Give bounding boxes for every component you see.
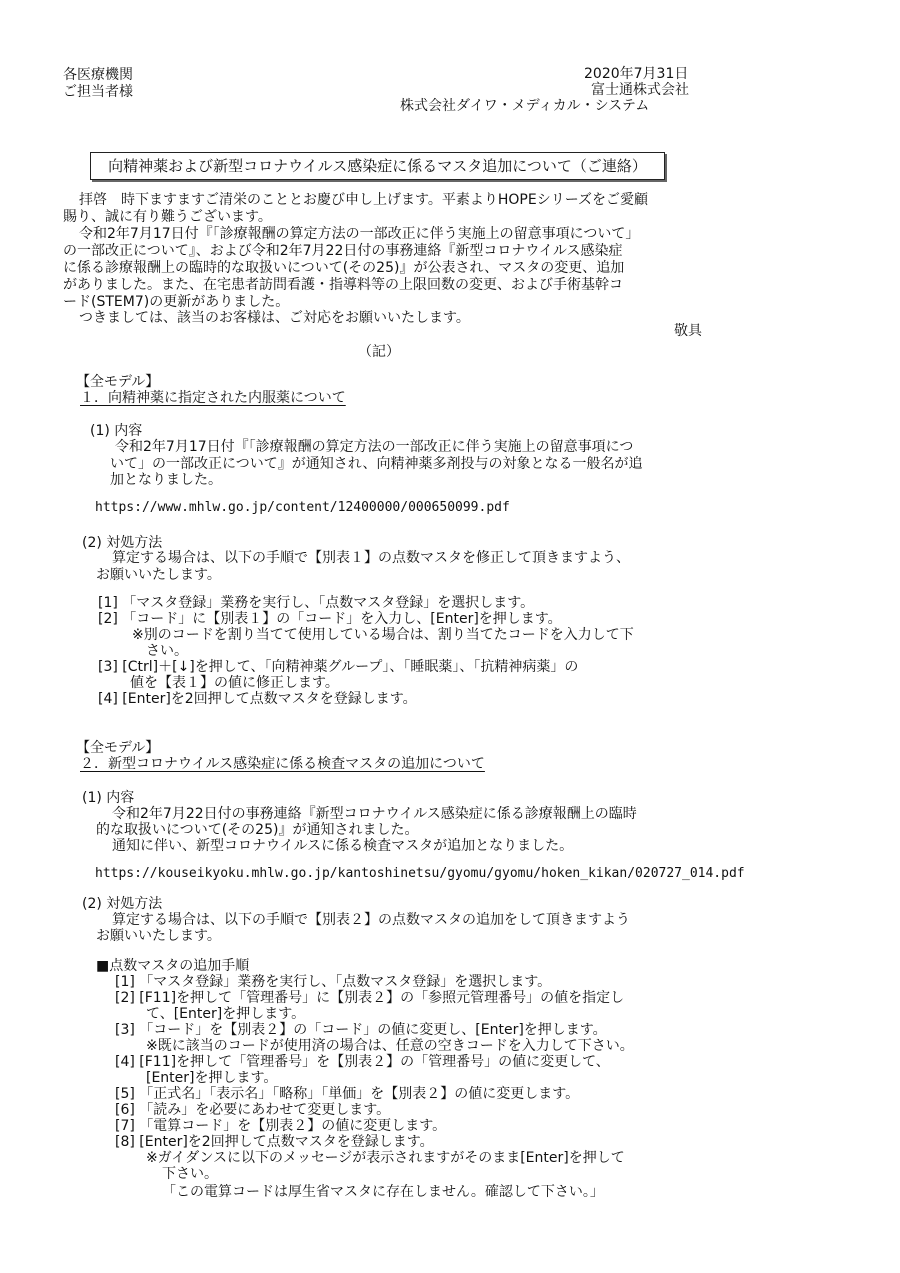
section1-method-line: 算定する場合は、以下の手順で【別表１】の点数マスタを修正して頂きますよう、 (112, 550, 630, 566)
section2-content-line: 的な取扱いについて(その25)』が通知されました。 (96, 822, 419, 838)
section1-reference-url: https://www.mhlw.go.jp/content/12400000/000650099.pdf (95, 500, 510, 515)
section2-step-note: 下さい。 (162, 1166, 218, 1182)
section2-step: [7] 「電算コード」を【別表２】の値に変更します。 (115, 1118, 447, 1134)
section2-content-label: (1) 内容 (82, 790, 135, 806)
section1-step-cont: 値を【表１】の値に修正します。 (130, 675, 339, 691)
section1-content-label: (1) 内容 (90, 423, 143, 439)
section2-step: [3] 「コード」を【別表２】の「コード」の値に変更し、[Enter]を押します。 (115, 1022, 607, 1038)
sender-line-2: 株式会社ダイワ・メディカル・システム (400, 98, 650, 114)
section2-reference-url: https://kouseikyoku.mhlw.go.jp/kantoshinetsu/gyomu/gyomu/hoken_kikan/020727_014.pdf (95, 866, 745, 881)
section1-step: [4] [Enter]を2回押して点数マスタを登録します。 (98, 691, 417, 707)
section2-method-label: (2) 対処方法 (82, 896, 163, 912)
ki-marker: （記） (358, 344, 400, 360)
section2-step: [2] [F11]を押して「管理番号」に【別表２】の「参照元管理番号」の値を指定し (115, 990, 625, 1006)
section1-step: [2] 「コード」に【別表１】の「コード」を入力し、[Enter]を押します。 (98, 611, 562, 627)
section2-procedure-title: ■点数マスタの追加手順 (96, 958, 250, 974)
document-title: 向精神薬および新型コロナウイルス感染症に係るマスタ追加について（ご連絡） (108, 157, 647, 175)
section2-step: [5] 「正式名」「表示名」「略称」「単価」を【別表２】の値に変更します。 (115, 1086, 580, 1102)
section2-method-line: 算定する場合は、以下の手順で【別表２】の点数マスタの追加をして頂きますよう (112, 912, 630, 928)
section1-model: 【全モデル】 (76, 374, 160, 390)
closing-keigu: 敬具 (674, 323, 702, 339)
section1-method-label: (2) 対処方法 (82, 535, 163, 551)
section2-content-line: 通知に伴い、新型コロナウイルスに係る検査マスタが追加となりました。 (112, 838, 574, 854)
section1-content-line: いて」の一部改正について』が通知され、向精神薬多剤投与の対象となる一般名が追 (110, 456, 643, 472)
section2-step-note: ※既に該当のコードが使用済の場合は、任意の空きコードを入力して下さい。 (146, 1038, 634, 1054)
section2-step-cont: [Enter]を押します。 (146, 1070, 278, 1086)
section2-heading: ２．新型コロナウイルス感染症に係る検査マスタの追加について (80, 756, 485, 772)
section2-step: [8] [Enter]を2回押して点数マスタを登録します。 (115, 1134, 434, 1150)
section1-content-line: 加となりました。 (110, 472, 222, 488)
section2-step-cont: て、[Enter]を押します。 (146, 1006, 306, 1022)
recipient-line-2: ご担当者様 (63, 84, 133, 100)
document-date: 2020年7月31日 (584, 66, 689, 82)
sender-line-1: 富士通株式会社 (591, 82, 689, 98)
document-title-box (90, 152, 665, 180)
section2-step: [4] [F11]を押して「管理番号」を【別表２】の「管理番号」の値に変更して、 (115, 1054, 610, 1070)
section2-method-line: お願いいたします。 (96, 928, 221, 944)
intro-line: つきましては、該当のお客様は、ご対応をお願いいたします。 (79, 310, 470, 326)
section1-step: [1] 「マスタ登録」業務を実行し、「点数マスタ登録」を選択します。 (98, 595, 535, 611)
section2-model: 【全モデル】 (76, 740, 160, 756)
section1-method-line: お願いいたします。 (96, 567, 221, 583)
section1-step-note: さい。 (146, 643, 188, 659)
recipient-line-1: 各医療機関 (63, 67, 133, 83)
section2-step: [6] 「読み」を必要にあわせて変更します。 (115, 1102, 391, 1118)
intro-line: に係る診療報酬上の臨時的な取扱いについて(その25)』が公表され、マスタの変更、追加 (63, 260, 625, 276)
section1-content-line: 令和2年7月17日付『「診療報酬の算定方法の一部改正に伴う実施上の留意事項につ (115, 439, 634, 455)
section2-step-note: ※ガイダンスに以下のメッセージが表示されますがそのまま[Enter]を押して (146, 1150, 625, 1166)
section1-step-note: ※別のコードを割り当てて使用している場合は、割り当てたコードを入力して下 (132, 627, 634, 643)
intro-line: ード(STEM7)の更新がありました。 (63, 294, 290, 310)
intro-line: の一部改正について』、および令和2年7月22日付の事務連絡『新型コロナウイルス感染症 (63, 243, 623, 259)
section2-step: [1] 「マスタ登録」業務を実行し、「点数マスタ登録」を選択します。 (115, 974, 552, 990)
intro-line: 賜り、誠に有り難うございます。 (63, 209, 272, 225)
intro-line: がありました。また、在宅患者訪問看護・指導料等の上限回数の変更、および手術基幹コ (63, 277, 623, 293)
intro-line: 令和2年7月17日付『「診療報酬の算定方法の一部改正に伴う実施上の留意事項について」 (79, 226, 640, 242)
section1-heading: １．向精神薬に指定された内服薬について (80, 390, 346, 406)
section2-content-line: 令和2年7月22日付の事務連絡『新型コロナウイルス感染症に係る診療報酬上の臨時 (112, 806, 637, 822)
section2-guidance-message: 「この電算コードは厚生省マスタに存在しません。確認して下さい。」 (162, 1184, 604, 1200)
intro-line: 拝啓 時下ますますご清栄のこととお慶び申し上げます。平素よりHOPEシリーズをご愛顧 (79, 192, 649, 208)
section1-step: [3] [Ctrl]＋[↓]を押して、「向精神薬グループ」、「睡眠薬」、「抗精神病薬」の (98, 659, 579, 675)
